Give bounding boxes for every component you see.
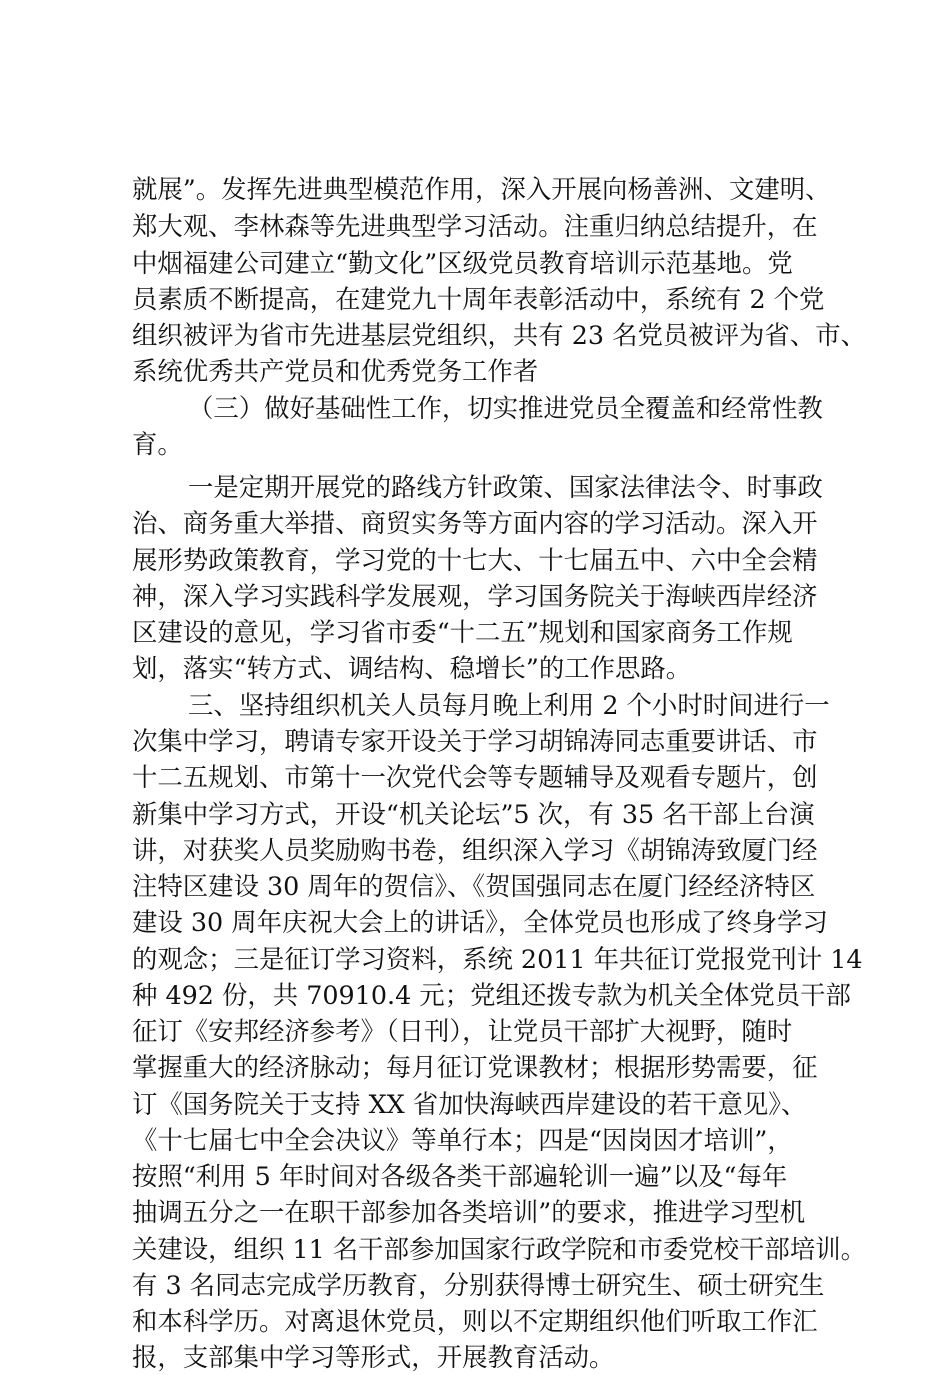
- body-line-14: 划，落实“转方式、调结构、稳增长”的工作思路。: [132, 653, 692, 683]
- body-line-16: 次集中学习，聘请专家开设关于学习胡锦涛同志重要讲话、市: [132, 726, 818, 756]
- body-line-24: 征订《安邦经济参考》（日刊），让党员干部扩大视野，随时: [132, 1016, 793, 1046]
- body-line-19: 讲，对获奖人员奖励购书卷，组织深入学习《胡锦涛致厦门经: [132, 835, 818, 865]
- body-line-13: 区建设的意见，学习省市委“十二五”规划和国家商务工作规: [132, 617, 793, 647]
- body-line-1: 就展”。发挥先进典型模范作用，深入开展向杨善洲、文建明、: [132, 174, 831, 204]
- body-line-11: 展形势政策教育，学习党的十七大、十七届五中、六中全会精: [132, 545, 818, 575]
- body-line-28: 按照“利用 5 年时间对各级各类干部遍轮训一遍”以及“每年: [132, 1161, 788, 1191]
- body-line-23: 种 492 份，共 70910.4 元；党组还拨专款为机关全体党员干部: [132, 980, 851, 1010]
- body-line-33: 报，支部集中学习等形式，开展教育活动。: [132, 1342, 615, 1372]
- body-line-5: 组织被评为省市先进基层党组织，共有 23 名党员被评为省、市、: [132, 320, 866, 350]
- body-line-12: 神，深入学习实践科学发展观，学习国务院关于海峡西岸经济: [132, 581, 818, 611]
- body-line-20: 注特区建设 30 周年的贺信》、《贺国强同志在厦门经经济特区: [132, 871, 816, 901]
- body-line-25: 掌握重大的经济脉动；每月征订党课教材；根据形势需要，征: [132, 1052, 818, 1082]
- body-line-15: 三、坚持组织机关人员每月晚上利用 2 个小时时间进行一: [188, 690, 830, 720]
- section-heading-continued: 育。: [132, 429, 183, 459]
- body-line-4: 员素质不断提高，在建党九十周年表彰活动中，系统有 2 个党: [132, 284, 825, 314]
- section-heading-3: （三）做好基础性工作，切实推进党员全覆盖和经常性教: [188, 393, 823, 423]
- body-line-30: 关建设，组织 11 名干部参加国家行政学院和市委党校干部培训。: [132, 1234, 866, 1264]
- body-line-2: 郑大观、李林森等先进典型学习活动。注重归纳总结提升，在: [132, 211, 818, 241]
- body-line-29: 抽调五分之一在职干部参加各类培训”的要求，推进学习型机: [132, 1197, 806, 1227]
- body-line-3: 中烟福建公司建立“勤文化”区级党员教育培训示范基地。党: [132, 248, 793, 278]
- body-line-21: 建设 30 周年庆祝大会上的讲话》，全体党员也形成了终身学习: [132, 907, 828, 937]
- body-line-27: 《十七届七中全会决议》等单行本；四是“因岗因才培训”，: [132, 1125, 793, 1155]
- body-line-18: 新集中学习方式，开设“机关论坛”5 次，有 35 名干部上台演: [132, 799, 815, 829]
- body-line-31: 有 3 名同志完成学历教育，分别获得博士研究生、硕士研究生: [132, 1270, 825, 1300]
- body-line-6: 系统优秀共产党员和优秀党务工作者: [132, 356, 539, 386]
- body-line-17: 十二五规划、市第十一次党代会等专题辅导及观看专题片，创: [132, 762, 818, 792]
- body-line-22: 的观念；三是征订学习资料，系统 2011 年共征订党报党刊计 14: [132, 944, 863, 974]
- body-line-10: 治、商务重大举措、商贸实务等方面内容的学习活动。深入开: [132, 508, 818, 538]
- body-line-26: 订《国务院关于支持 XX 省加快海峡西岸建设的若干意见》、: [132, 1089, 807, 1119]
- body-line-9: 一是定期开展党的路线方针政策、国家法律法令、时事政: [188, 472, 823, 502]
- body-line-32: 和本科学历。对离退休党员，则以不定期组织他们听取工作汇: [132, 1306, 818, 1336]
